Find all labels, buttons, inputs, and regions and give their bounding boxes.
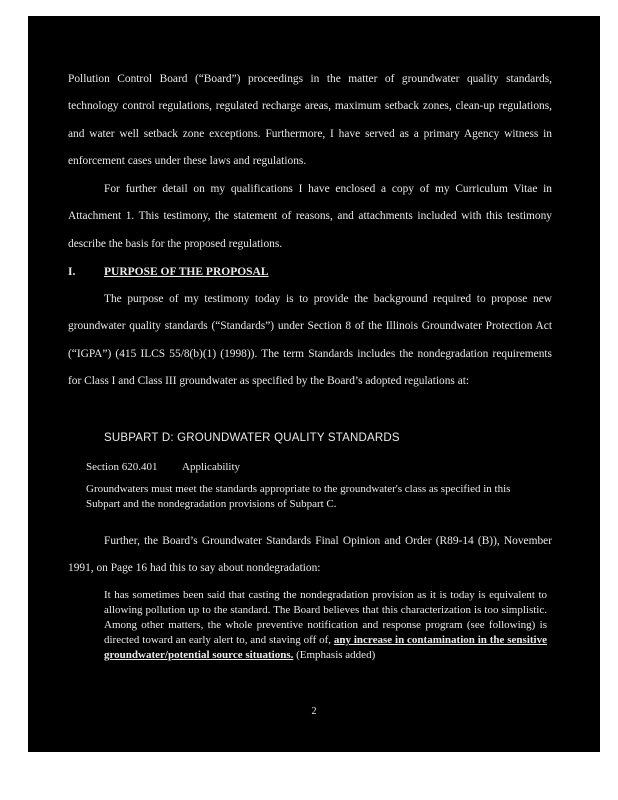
section-text-block [86,482,536,512]
quote-emphasis: any increase in contamination in the sensitive groundwater/potential source situations. [104,634,547,661]
paragraph-further: Further, the Board’s Groundwater Standards Final Opinion and Order (R89-14 (B)), November 1991, on Page 16 had this to say about nondegradation: [68,535,552,575]
section-heading [68,266,269,278]
further-block [68,528,552,583]
intro-paragraph [68,66,552,175]
heading-number: I. [68,266,76,278]
block-quote [104,588,547,663]
section-text: Groundwaters must meet the standards appropriate to the groundwater's class as specified in this Subpart and the nondegradation provisions of Subpart C. [86,483,511,510]
document-page [28,16,600,752]
quote-note: (Emphasis added) [296,649,376,661]
quote-paragraph [104,588,547,663]
paragraph-curriculum: For further detail on my qualifications I have enclosed a copy of my Curriculum Vitae in Attachment 1. This testimony, the statement of reasons, and attachments included with this testimony describe the basis for the proposed regulations. [68,183,552,250]
paragraph-qualifications: Pollution Control Board (“Board”) proceedings in the matter of groundwater quality standards, technology control regulations, regulated recharge areas, maximum setback zones, clean-up regulations, and water well setback zone exceptions. Furthermore, I have served as a primary Agency witness in enforcement cases under these laws and regulations. [68,73,552,167]
section-label [86,461,240,473]
purpose-block [68,286,552,395]
heading-title: PURPOSE OF THE PROPOSAL [104,266,269,278]
page-number: 2 [311,706,317,717]
section-title: Applicability [182,461,241,473]
detail-paragraph [68,176,552,258]
subpart-title: SUBPART D: GROUNDWATER QUALITY STANDARDS [104,432,400,444]
section-number: Section 620.401 [86,461,158,473]
paragraph-purpose: The purpose of my testimony today is to provide the background required to propose new groundwater quality standards (“Standards”) under Section 8 of the Illinois Groundwater Protection Act (“IGPA”) (415 ILCS 55/8(b)(1) (1998)). The term Standards includes the nondegradation requirements for Class I and Class III groundwater as specified by the Board’s adopted regulations at: [68,293,552,387]
quote-text: It has sometimes been said that casting the nondegradation provision as it is today is equivalent to allowing pollution up to the standard. The Board believes that this characterization is too simplistic. Among other matters, the whole preventive notification and response program (see following) is directed toward an early alert to, and staving off of, [104,589,547,646]
